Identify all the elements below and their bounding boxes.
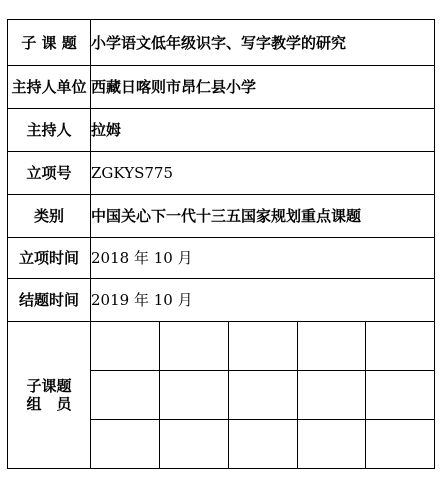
subtopic-label: 子 课 题	[8, 20, 91, 66]
host-label: 主持人	[8, 109, 91, 152]
project-number-value: ZGKYS775	[91, 152, 435, 195]
start-time-value: 2018 年 10 月	[91, 238, 435, 279]
member-cell	[366, 322, 435, 371]
member-cell	[229, 322, 298, 371]
category-value: 中国关心下一代十三五国家规划重点课题	[91, 195, 435, 238]
member-cell	[91, 322, 160, 371]
start-time-label: 立项时间	[8, 238, 91, 279]
subtopic-value: 小学语文低年级识字、写字教学的研究	[91, 20, 435, 66]
row-host-unit	[8, 66, 435, 109]
row-subtopic	[8, 20, 435, 66]
end-time-value: 2019 年 10 月	[91, 279, 435, 322]
member-cell	[91, 371, 160, 420]
row-end-time	[8, 279, 435, 322]
member-cell	[298, 322, 366, 371]
row-project-number	[8, 152, 435, 195]
member-cell	[91, 420, 160, 469]
end-time-label: 结题时间	[8, 279, 91, 322]
member-cell	[298, 371, 366, 420]
member-row	[8, 322, 435, 371]
members-label-line2: 组 员	[26, 395, 72, 413]
row-category	[8, 195, 435, 238]
row-start-time	[8, 238, 435, 279]
project-info-table	[7, 19, 435, 469]
host-unit-label: 主持人单位	[8, 66, 91, 109]
member-cell	[298, 420, 366, 469]
members-label	[8, 322, 91, 469]
member-cell	[160, 322, 229, 371]
host-value: 拉姆	[91, 109, 435, 152]
member-cell	[229, 371, 298, 420]
member-cell	[229, 420, 298, 469]
host-unit-value: 西藏日喀则市昂仁县小学	[91, 66, 435, 109]
member-cell	[366, 420, 435, 469]
category-label: 类别	[8, 195, 91, 238]
members-label-line1: 子课题	[26, 377, 72, 395]
member-cell	[160, 420, 229, 469]
row-host	[8, 109, 435, 152]
member-cell	[160, 371, 229, 420]
member-cell	[366, 371, 435, 420]
project-number-label: 立项号	[8, 152, 91, 195]
